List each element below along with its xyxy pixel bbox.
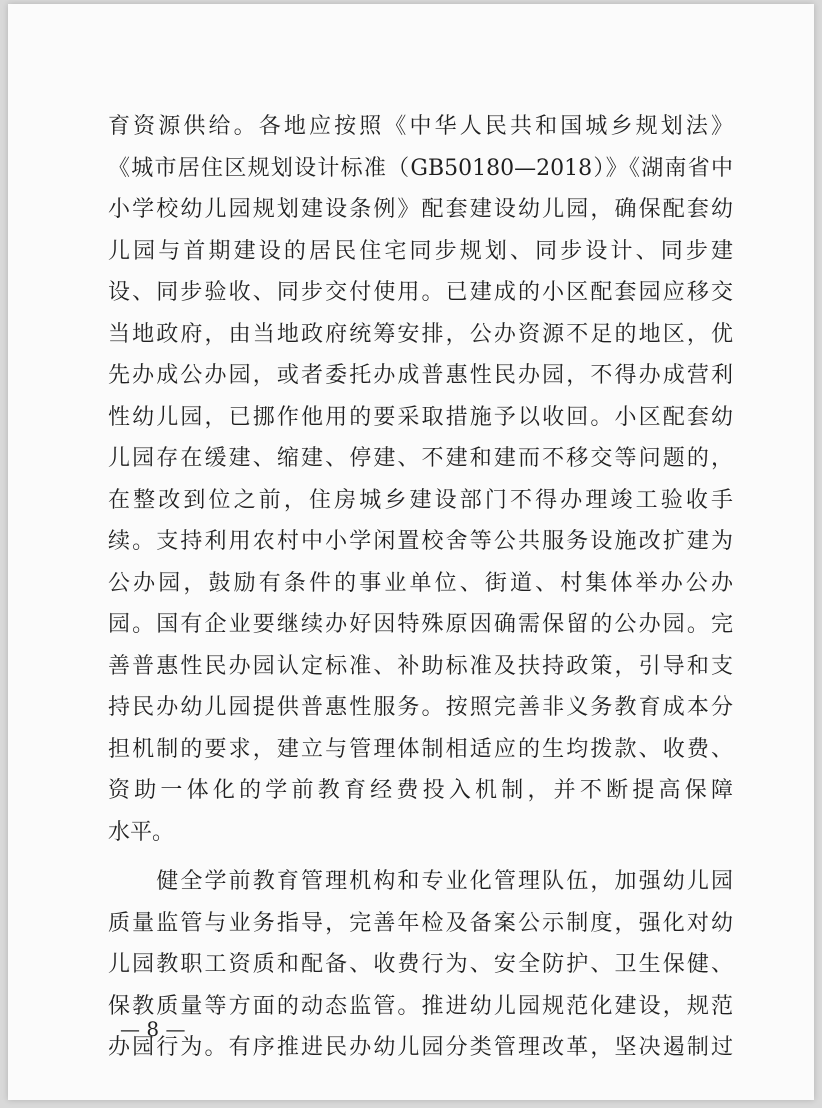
text-line: 在整改到位之前，住房城乡建设部门不得办理竣工验收手	[108, 487, 733, 513]
text-line: 担机制的要求，建立与管理体制相适应的生均拨款、收费、	[108, 736, 733, 762]
text-line: 儿园存在缓建、缩建、停建、不建和建而不移交等问题的，	[108, 446, 733, 471]
text-line: 续。支持利用农村中小学闲置校舍等公共服务设施改扩建为	[108, 529, 733, 554]
text-line: 当地政府，由当地政府统筹安排，公办资源不足的地区，优	[108, 321, 733, 347]
document-body	[108, 106, 733, 1069]
text-line: 先办成公办园，或者委托办成普惠性民办园，不得办成营利	[108, 363, 733, 388]
text-line: 质量监管与业务指导，完善年检及备案公示制度，强化对幼	[108, 910, 733, 936]
text-line: 性幼儿园，已挪作他用的要采取措施予以收回。小区配套幼	[108, 404, 733, 430]
text-line: 园。国有企业要继续办好因特殊原因确需保留的公办园。完	[108, 612, 733, 637]
text-line: 小学校幼儿园规划建设条例》配套建设幼儿园，确保配套幼	[108, 197, 733, 222]
text-line: 持民办幼儿园提供普惠性服务。按照完善非义务教育成本分	[108, 695, 733, 720]
text-line: 办园行为。有序推进民办幼儿园分类管理改革，坚决遏制过	[108, 1035, 733, 1060]
text-line: 善普惠性民办园认定标准、补助标准及扶持政策，引导和支	[108, 653, 733, 679]
paragraph-2	[108, 861, 733, 1069]
text-line: 公办园，鼓励有条件的事业单位、街道、村集体举办公办	[108, 570, 733, 596]
text-line: 保教质量等方面的动态监管。推进幼儿园规范化建设，规范	[108, 993, 733, 1019]
text-line: 儿园教职工资质和配备、收费行为、安全防护、卫生保健、	[108, 952, 733, 977]
text-line: 《城市居住区规划设计标准（GB50180—2018）》《湖南省中	[108, 155, 733, 181]
text-line: 健全学前教育管理机构和专业化管理队伍，加强幼儿园	[108, 869, 733, 894]
text-line: 设、同步验收、同步交付使用。已建成的小区配套园应移交	[108, 280, 733, 305]
text-line: 育资源供给。各地应按照《中华人民共和国城乡规划法》	[108, 114, 733, 139]
text-line: 儿园与首期建设的居民住宅同步规划、同步设计、同步建	[108, 238, 733, 264]
document-page	[8, 4, 814, 1100]
page-number: — 8 —	[120, 1017, 186, 1041]
text-line: 水平。	[108, 819, 175, 845]
text-line: 资助一体化的学前教育经费投入机制，并不断提高保障	[108, 778, 733, 803]
paragraph-1	[108, 106, 733, 853]
